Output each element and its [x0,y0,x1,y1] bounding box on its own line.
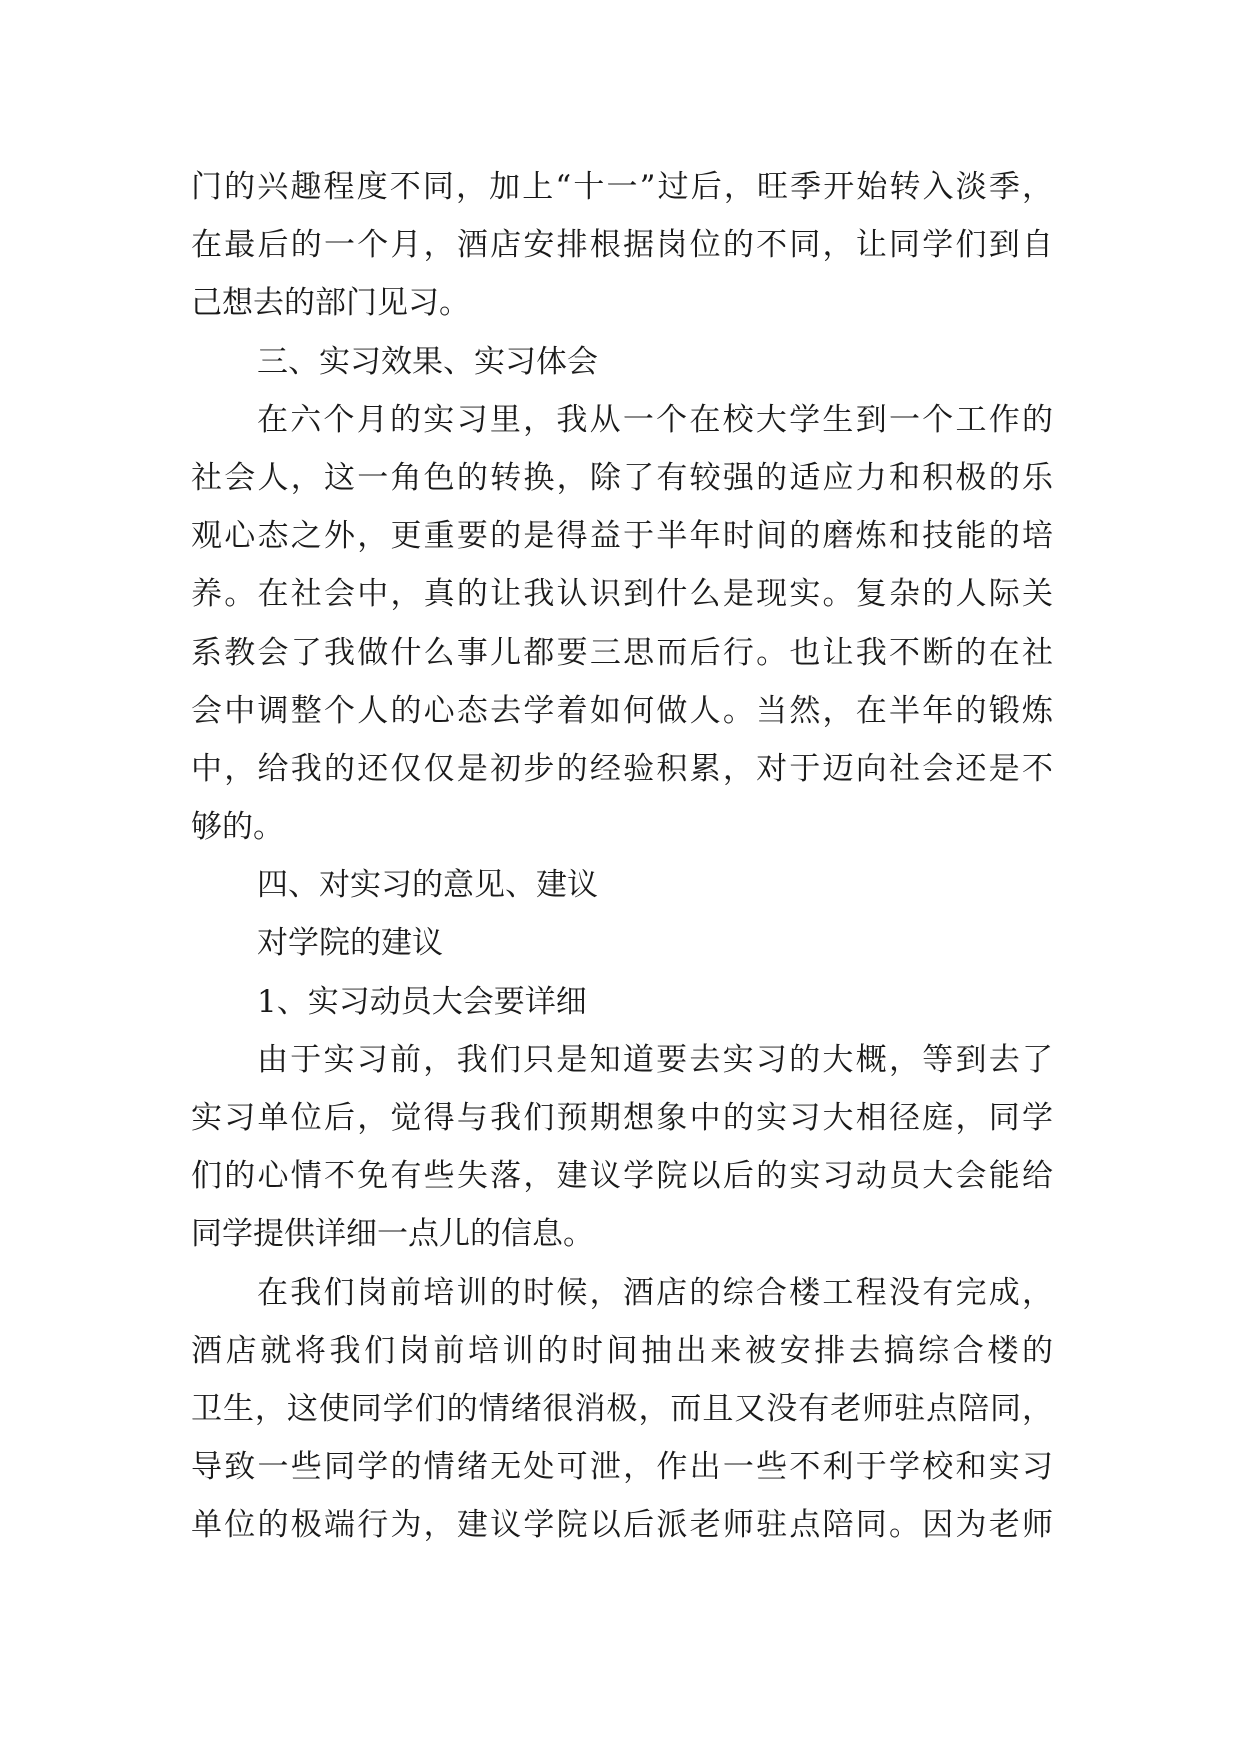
text-line: 中，给我的还仅仅是初步的经验积累，对于迈向社会还是不 [191,750,1053,787]
text-line: 三、实习效果、实习体会 [257,343,598,380]
text-line: 养。在社会中，真的让我认识到什么是现实。复杂的人际关 [191,576,1053,613]
text-line: 由于实习前，我们只是知道要去实习的大概，等到去了 [257,1041,1053,1078]
text-line: 在最后的一个月，酒店安排根据岗位的不同，让同学们到自 [191,227,1053,264]
text-line: 实习单位后，觉得与我们预期想象中的实习大相径庭，同学 [191,1100,1053,1136]
text-line: 够的。 [191,809,284,846]
text-line: 1、实习动员大会要详细 [257,983,587,1020]
text-line: 会中调整个人的心态去学着如何做人。当然，在半年的锻炼 [191,692,1053,729]
text-line: 在六个月的实习里，我从一个在校大学生到一个工作的 [257,401,1053,438]
text-line: 四、对实习的意见、建议 [257,867,598,904]
text-line: 酒店就将我们岗前培训的时间抽出来被安排去搞综合楼的 [191,1332,1053,1369]
text-line: 对学院的建议 [257,925,443,962]
text-line: 单位的极端行为，建议学院以后派老师驻点陪同。因为老师 [191,1507,1053,1544]
text-line: 在我们岗前培训的时候，酒店的综合楼工程没有完成， [257,1274,1053,1311]
text-line: 们的心情不免有些失落，建议学院以后的实习动员大会能给 [191,1158,1053,1195]
text-line: 导致一些同学的情绪无处可泄，作出一些不利于学校和实习 [191,1449,1053,1486]
text-line: 门的兴趣程度不同，加上“十一”过后，旺季开始转入淡季， [191,169,1053,205]
text-line: 系教会了我做什么事儿都要三思而后行。也让我不断的在社 [191,634,1053,671]
text-line: 社会人，这一角色的转换，除了有较强的适应力和积极的乐 [191,459,1053,496]
text-line: 同学提供详细一点儿的信息。 [191,1216,594,1253]
document-body [191,158,1053,1555]
text-line: 观心态之外，更重要的是得益于半年时间的磨炼和技能的培 [191,518,1053,555]
text-line: 卫生，这使同学们的情绪很消极，而且又没有老师驻点陪同， [191,1390,1053,1427]
text-line: 己想去的部门见习。 [191,285,470,322]
